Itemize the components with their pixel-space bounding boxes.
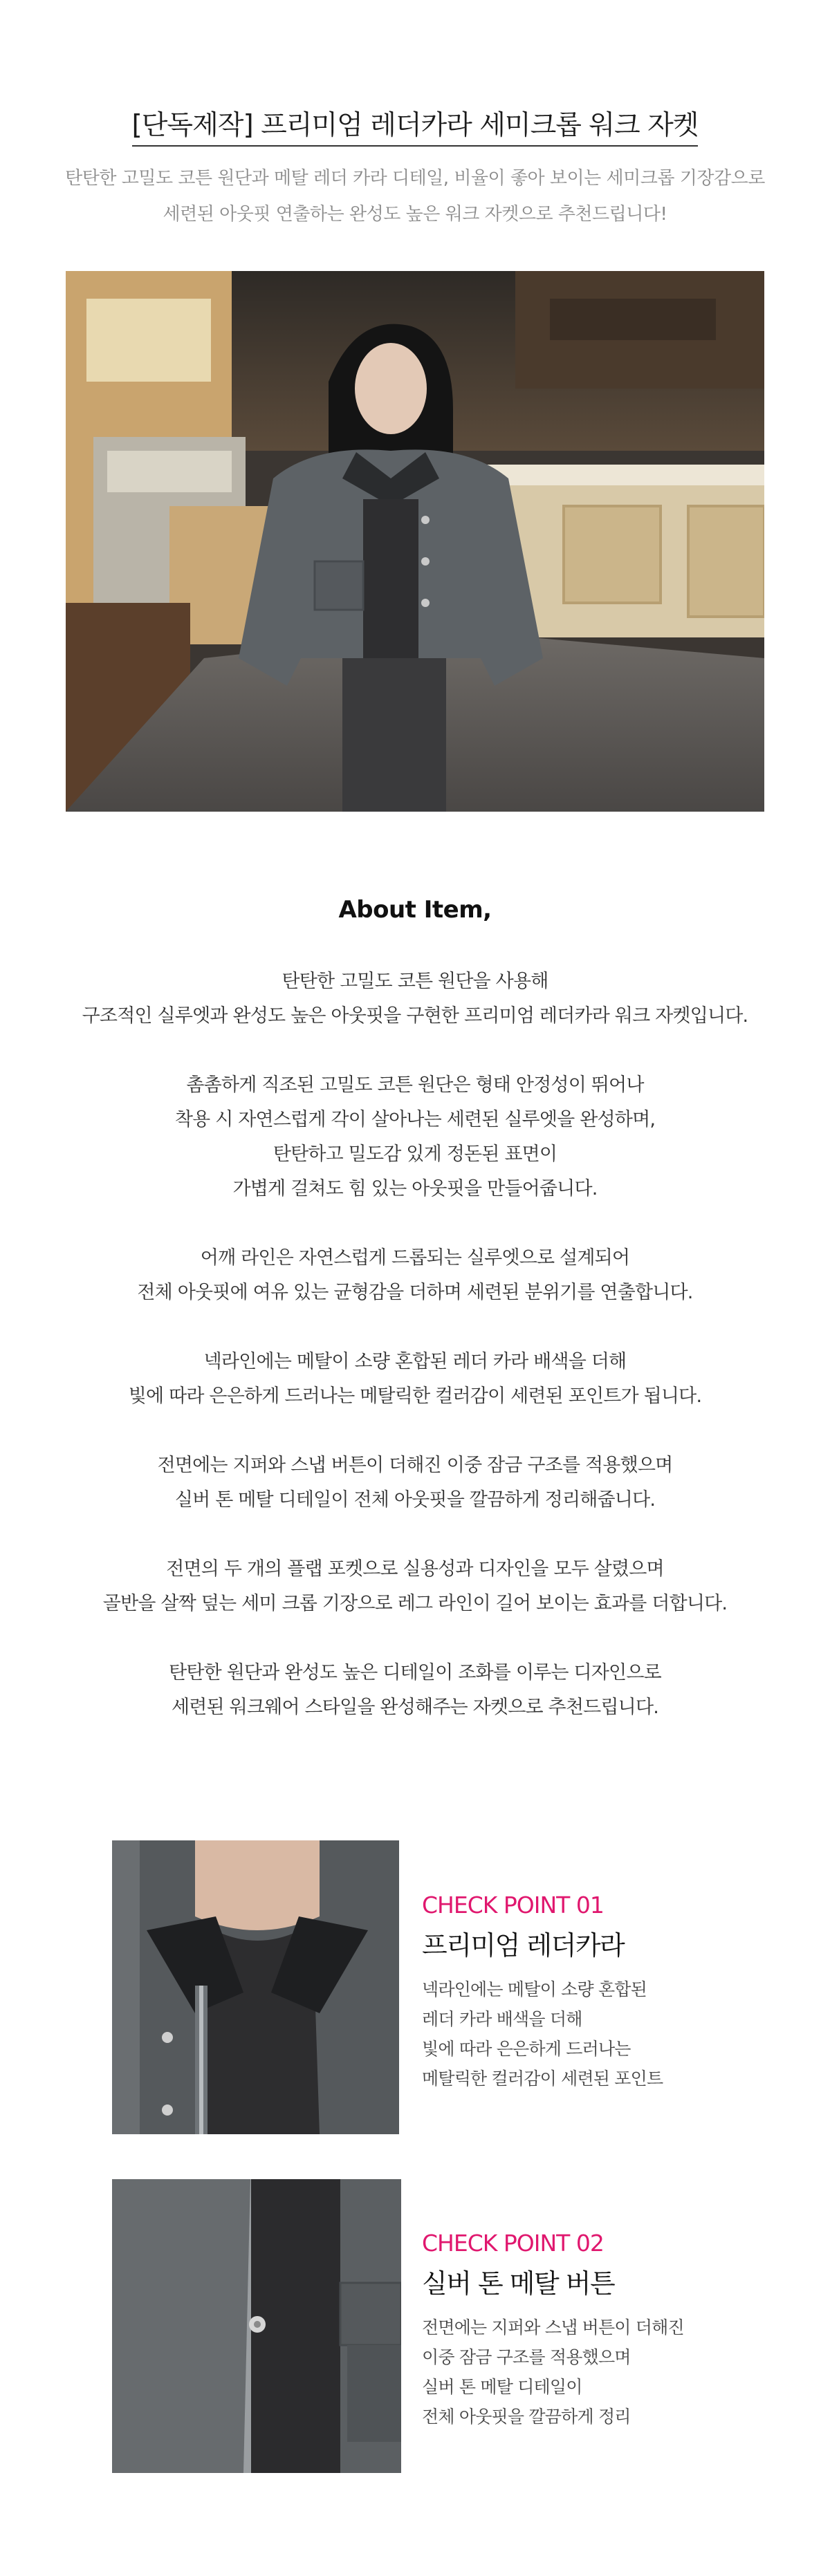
about-line: 가볍게 걸쳐도 힘 있는 아웃핏을 만들어줍니다.	[232, 1178, 598, 1200]
checkpoint-title: 실버 톤 메탈 버튼	[422, 2268, 615, 2299]
hero-model-photo	[66, 271, 764, 812]
about-paragraph	[0, 1656, 830, 1725]
about-description	[0, 964, 830, 1760]
about-paragraph	[0, 1345, 830, 1414]
about-paragraph	[0, 1448, 830, 1518]
about-line: 탄탄한 원단과 완성도 높은 디테일이 조화를 이루는 디자인으로	[169, 1662, 661, 1683]
checkpoint-desc-line: 넥라인에는 메탈이 소량 혼합된	[422, 1979, 647, 1999]
checkpoint-desc-line: 이중 잠금 구조를 적용했으며	[422, 2347, 631, 2367]
about-paragraph	[0, 1241, 830, 1310]
about-line: 구조적인 실루엣과 완성도 높은 아웃핏을 구현한 프리미엄 레더카라 워크 자켓입니다.	[82, 1005, 748, 1027]
about-line: 착용 시 자연스럽게 각이 살아나는 세련된 실루엣을 완성하며,	[174, 1109, 656, 1130]
checkpoint-desc-line: 빛에 따라 은은하게 드러나는	[422, 2039, 631, 2059]
checkpoint-02	[422, 2230, 768, 2432]
subtitle-line: 탄탄한 고밀도 코튼 원단과 메탈 레더 카라 디테일, 비율이 좋아 보이는 세미크롭 기장감으로	[65, 168, 765, 189]
about-line: 골반을 살짝 덮는 세미 크롭 기장으로 레그 라인이 길어 보이는 효과를 더합니다.	[102, 1593, 728, 1614]
product-title: [단독제작] 프리미엄 레더카라 세미크롭 워크 자켓	[132, 104, 699, 147]
product-header	[0, 104, 830, 232]
checkpoint-desc-line: 메탈릭한 컬러감이 세련된 포인트	[422, 2069, 663, 2089]
about-paragraph	[0, 1552, 830, 1621]
checkpoint-01-photo	[112, 1840, 399, 2134]
about-heading: About Item,	[338, 896, 492, 924]
about-line: 탄탄한 고밀도 코튼 원단을 사용해	[282, 971, 548, 992]
about-line: 넥라인에는 메탈이 소량 혼합된 레더 카라 배색을 더해	[203, 1351, 627, 1372]
about-line: 전면의 두 개의 플랩 포켓으로 실용성과 디자인을 모두 살렸으며	[166, 1558, 664, 1580]
about-line: 탄탄하고 밀도감 있게 정돈된 표면이	[273, 1144, 557, 1165]
about-line: 어깨 라인은 자연스럽게 드롭되는 실루엣으로 설계되어	[200, 1247, 630, 1269]
about-line: 세련된 워크웨어 스타일을 완성해주는 자켓으로 추천드립니다.	[171, 1697, 659, 1718]
about-paragraph	[0, 1068, 830, 1206]
subtitle-line: 세련된 아웃핏 연출하는 완성도 높은 워크 자켓으로 추천드립니다!	[163, 204, 667, 225]
about-line: 전면에는 지퍼와 스냅 버튼이 더해진 이중 잠금 구조를 적용했으며	[157, 1455, 673, 1476]
product-subtitle	[0, 160, 830, 232]
checkpoint-desc-line: 실버 톤 메탈 디테일이	[422, 2377, 582, 2397]
checkpoint-description	[422, 2313, 768, 2432]
about-line: 전체 아웃핏에 여유 있는 균형감을 더하며 세련된 분위기를 연출합니다.	[137, 1282, 693, 1303]
about-line: 실버 톤 메탈 디테일이 전체 아웃핏을 깔끔하게 정리해줍니다.	[174, 1489, 656, 1511]
checkpoint-title: 프리미엄 레더카라	[422, 1930, 625, 1961]
checkpoint-label: CHECK POINT 02	[422, 2230, 604, 2257]
checkpoint-description	[422, 1975, 768, 2093]
checkpoint-desc-line: 레더 카라 배색을 더해	[422, 2009, 582, 2029]
about-line: 빛에 따라 은은하게 드러나는 메탈릭한 컬러감이 세련된 포인트가 됩니다.	[128, 1385, 702, 1407]
checkpoint-01	[422, 1892, 768, 2093]
checkpoint-02-photo	[112, 2179, 401, 2473]
about-line: 촘촘하게 직조된 고밀도 코튼 원단은 형태 안정성이 뛰어나	[186, 1074, 644, 1096]
about-paragraph	[0, 964, 830, 1034]
checkpoint-label: CHECK POINT 01	[422, 1892, 604, 1919]
checkpoint-desc-line: 전면에는 지퍼와 스냅 버튼이 더해진	[422, 2317, 684, 2337]
checkpoint-desc-line: 전체 아웃핏을 깔끔하게 정리	[422, 2407, 631, 2427]
